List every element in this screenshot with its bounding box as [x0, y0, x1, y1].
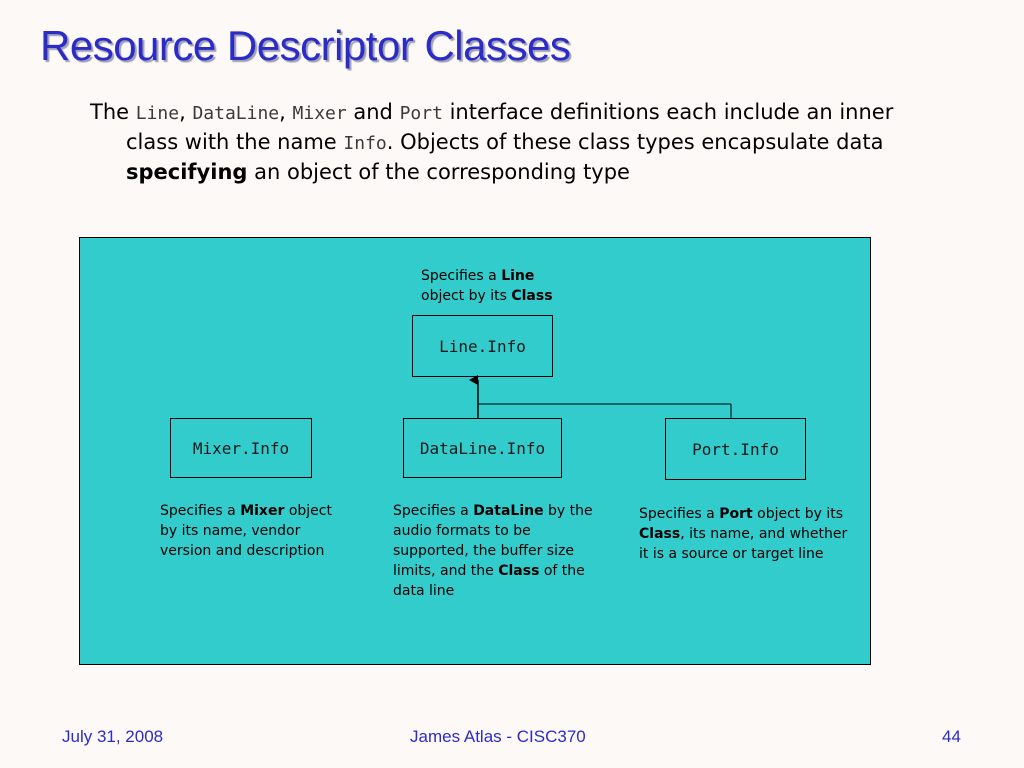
port-info-box: Port.Info	[665, 418, 806, 480]
line-note-bold-2: Class	[511, 288, 553, 304]
intro-code-dataline: DataLine	[192, 103, 280, 124]
port-info-note	[639, 504, 859, 564]
mixer-info-note	[160, 501, 335, 561]
dataline-note-text-2: by the audio formats to be supported, the buffer size limits, and the	[393, 503, 593, 579]
intro-code-line: Line	[135, 103, 180, 124]
mixer-info-box: Mixer.Info	[170, 418, 312, 478]
mixer-note-text-1: Specifies a	[160, 503, 241, 519]
dataline-note-text-3: of the data line	[393, 563, 585, 599]
line-note-text-2: object by its	[421, 288, 512, 304]
intro-text-4: and	[346, 100, 400, 124]
intro-text-2: ,	[179, 100, 193, 124]
dataline-info-box: DataLine.Info	[403, 418, 562, 478]
intro-paragraph	[90, 98, 926, 186]
intro-text-7: an object of the corresponding type	[247, 160, 630, 184]
slide-title: Resource Descriptor Classes	[40, 22, 571, 69]
footer-date: July 31, 2008	[62, 727, 164, 746]
intro-bold-specifying: specifying	[126, 160, 248, 184]
mixer-note-bold-1: Mixer	[240, 503, 285, 519]
footer-page-number: 44	[942, 727, 961, 746]
dataline-note-text-1: Specifies a	[393, 503, 474, 519]
dataline-info-note	[393, 501, 598, 601]
line-info-note	[421, 266, 591, 306]
intro-code-port: Port	[399, 103, 443, 124]
dataline-note-bold-1: DataLine	[473, 503, 544, 519]
port-note-bold-1: Port	[719, 506, 753, 522]
mixer-note-text-2: object by its name, vendor version and description	[160, 503, 332, 559]
intro-text-1: The	[90, 100, 136, 124]
port-note-bold-2: Class	[639, 526, 681, 542]
port-note-text-2: object by its	[752, 506, 844, 522]
intro-code-info: Info	[343, 133, 387, 154]
intro-text-3: ,	[279, 100, 293, 124]
line-note-bold-1: Line	[501, 268, 535, 284]
dataline-note-bold-2: Class	[498, 563, 540, 579]
port-note-text-1: Specifies a	[639, 506, 720, 522]
intro-text-6: . Objects of these class types encapsulate data	[386, 130, 884, 154]
line-note-text-1: Specifies a	[421, 268, 502, 284]
intro-code-mixer: Mixer	[292, 103, 347, 124]
footer-author: James Atlas - CISC370	[410, 727, 586, 746]
line-info-box: Line.Info	[412, 315, 553, 377]
class-diagram	[79, 237, 871, 665]
intro-text-5: interface definitions each include an inner class with the name	[126, 100, 894, 154]
port-note-text-3: , its name, and whether it is a source or target line	[639, 526, 848, 562]
